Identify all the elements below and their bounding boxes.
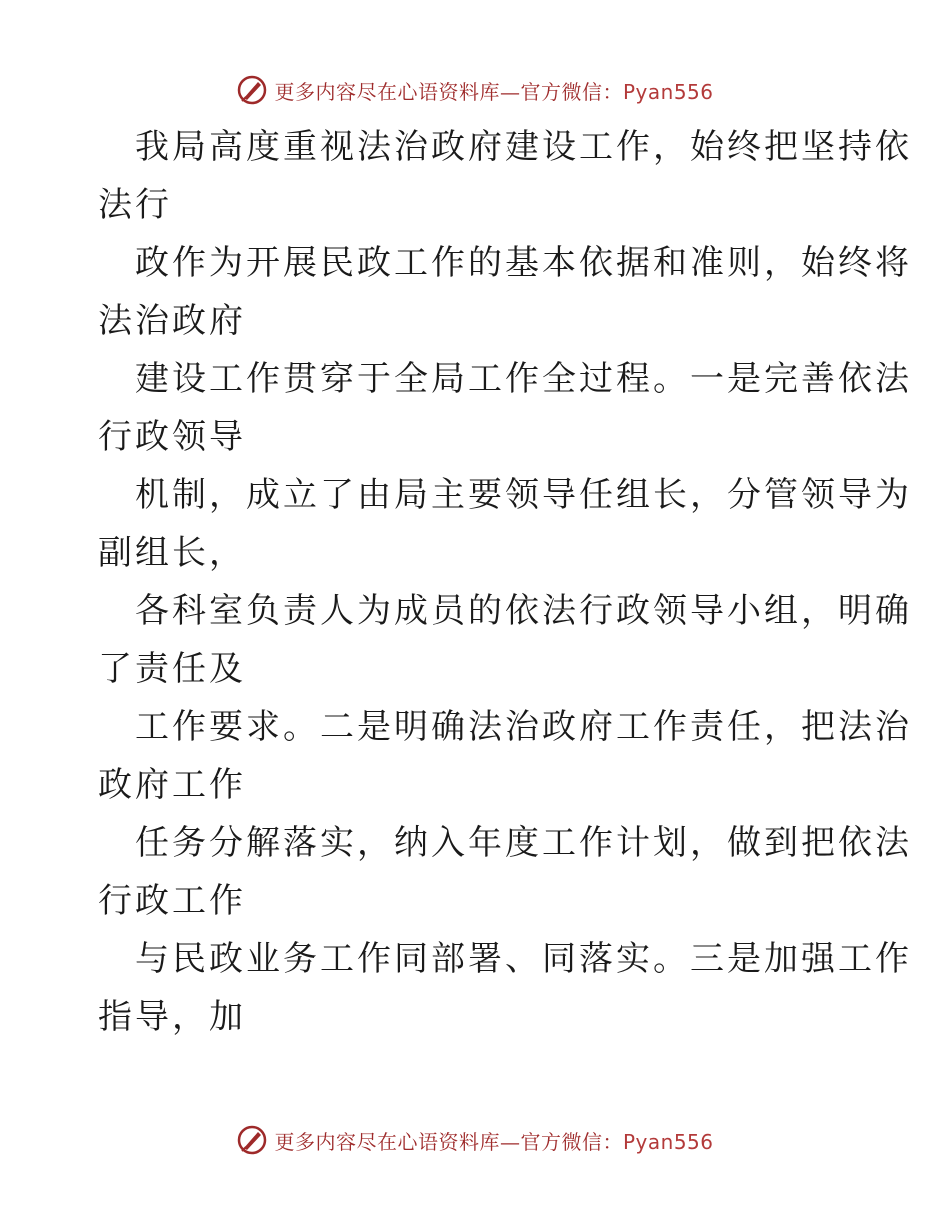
header-watermark: [0, 72, 950, 108]
watermark-text: 更多内容尽在心语资料库—官方微信：Pyan556: [274, 79, 714, 104]
paragraph: [0, 930, 950, 1046]
paragraph-line: 我局高度重视法治政府建设工作，始终把坚持依: [135, 127, 912, 167]
paragraph-line: 副组长，: [98, 533, 246, 573]
quill-seal-icon: [236, 74, 268, 106]
watermark-handle: Pyan556: [622, 1129, 714, 1154]
paragraph: [0, 466, 950, 582]
watermark-handle: Pyan556: [622, 79, 714, 104]
paragraph-line: 行政领导: [98, 417, 246, 457]
paragraph-line: 指导，加: [98, 997, 246, 1037]
paragraph: [0, 814, 950, 930]
paragraph-line: 法治政府: [98, 301, 246, 341]
paragraph-line: 任务分解落实，纳入年度工作计划，做到把依法: [135, 823, 912, 863]
paragraph-line: 建设工作贯穿于全局工作全过程。一是完善依法: [135, 359, 912, 399]
document-body: [0, 118, 950, 1046]
paragraph-line: 机制，成立了由局主要领导任组长，分管领导为: [135, 475, 912, 515]
paragraph-line: 工作要求。二是明确法治政府工作责任，把法治: [135, 707, 912, 747]
footer-watermark: [0, 1122, 950, 1158]
paragraph: [0, 350, 950, 466]
paragraph: [0, 698, 950, 814]
paragraph-line: 法行: [98, 185, 172, 225]
paragraph-line: 政府工作: [98, 765, 246, 805]
paragraph-line: 了责任及: [98, 649, 246, 689]
paragraph: [0, 118, 950, 234]
watermark-text: 更多内容尽在心语资料库—官方微信：Pyan556: [274, 1129, 714, 1154]
paragraph-line: 各科室负责人为成员的依法行政领导小组，明确: [135, 591, 912, 631]
paragraph-line: 行政工作: [98, 881, 246, 921]
paragraph: [0, 582, 950, 698]
paragraph: [0, 234, 950, 350]
paragraph-line: 与民政业务工作同部署、同落实。三是加强工作: [135, 939, 912, 979]
paragraph-line: 政作为开展民政工作的基本依据和准则，始终将: [135, 243, 912, 283]
quill-seal-icon: [236, 1124, 268, 1156]
